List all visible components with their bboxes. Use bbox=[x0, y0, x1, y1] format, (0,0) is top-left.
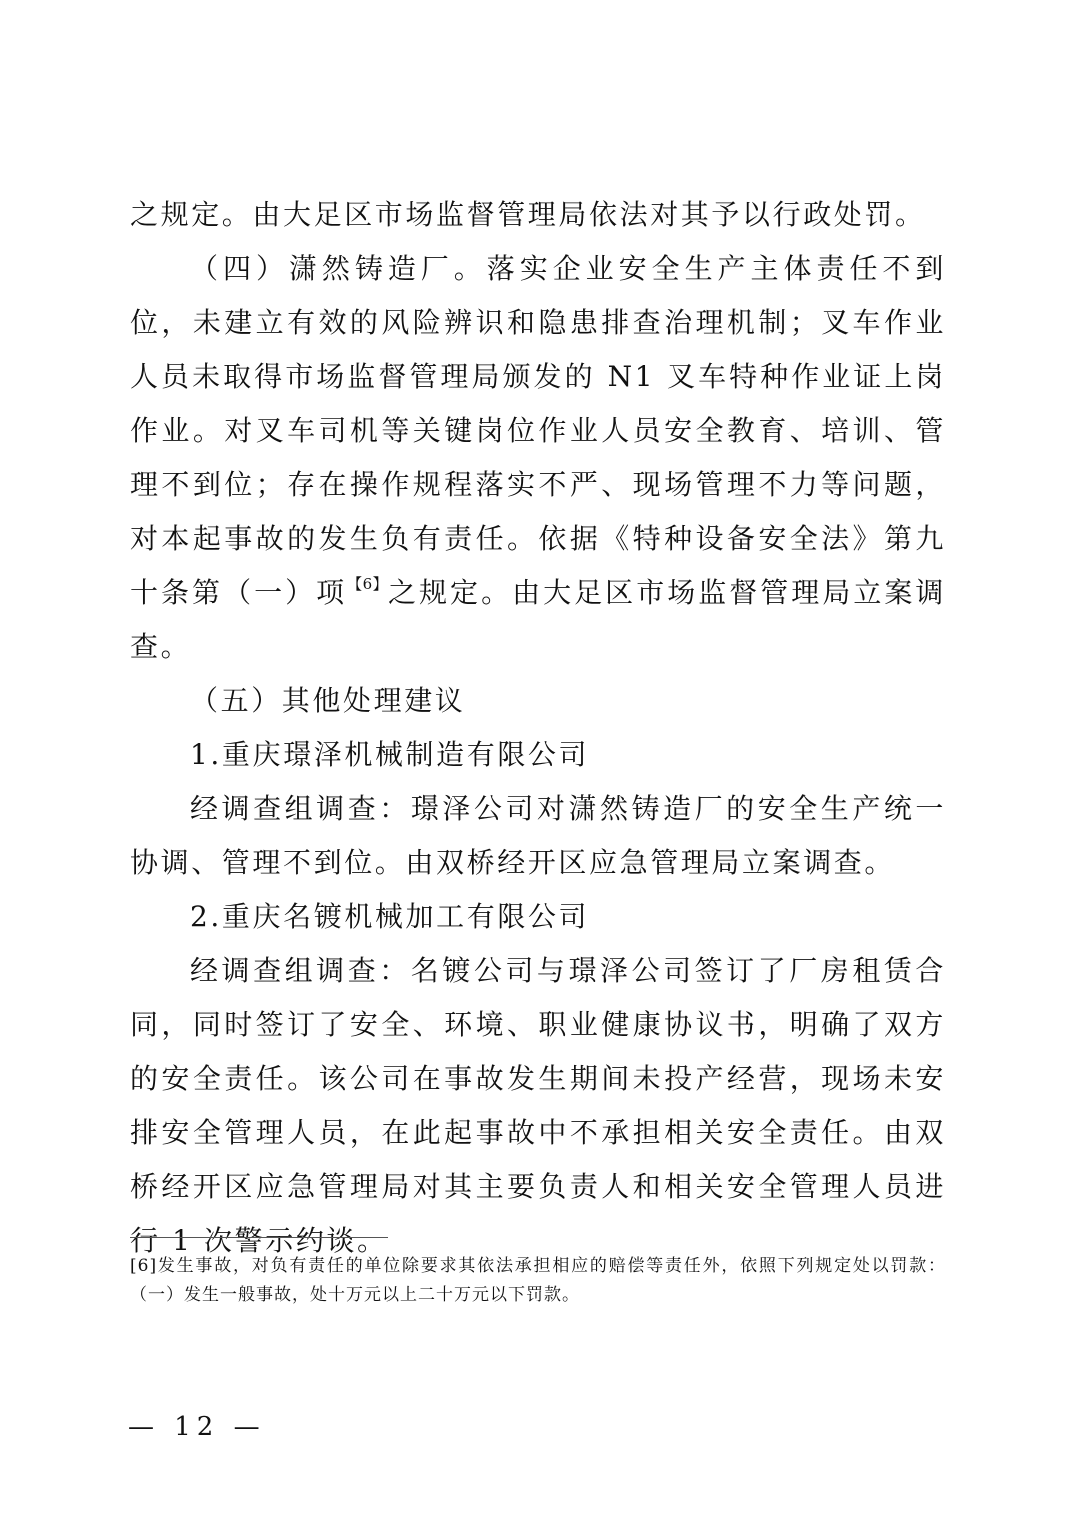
section-heading-5: （五）其他处理建议 bbox=[190, 684, 466, 717]
page-number: — 12 — bbox=[128, 1412, 266, 1442]
paragraph-company-1: 经调查组调查：璟泽公司对潇然铸造厂的安全生产统一协调、管理不到位。由双桥经开区应急管理局立案调查。 bbox=[130, 792, 946, 879]
paragraph-1: 之规定。由大足区市场监督管理局依法对其予以行政处罚。 bbox=[130, 198, 926, 231]
paragraph-company-2: 经调查组调查：名镀公司与璟泽公司签订了厂房租赁合同，同时签订了安全、环境、职业健康协议书，明确了双方的安全责任。该公司在事故发生期间未投产经营，现场未安排安全管理人员，在此起事故中不承担相关安全责任。由双桥经开区应急管理局对其主要负责人和相关安全管理人员进行 1 次警示约谈。 bbox=[130, 954, 946, 1257]
body-text bbox=[130, 188, 946, 1268]
paragraph-2-main: （四）潇然铸造厂。落实企业安全生产主体责任不到位，未建立有效的风险辨识和隐患排查治理机制；叉车作业人员未取得市场监督管理局颁发的 N1 叉车特种作业证上岗作业。对叉车司机等关键岗位作业人员安全教育、培训、管理不到位；存在操作规程落实不严、现场管理不力等问题，对本起事故的发生负有责任。依据《特种设备安全法》第九十条第（一）项 bbox=[130, 252, 946, 609]
subheading-company-2: 2.重庆名镀机械加工有限公司 bbox=[190, 900, 590, 933]
subheading-company-1: 1.重庆璟泽机械制造有限公司 bbox=[190, 738, 590, 771]
footnote-divider bbox=[130, 1237, 388, 1238]
paragraph-2-tail: 之规定。由大足区市场监督管理局立案调查。 bbox=[130, 576, 947, 663]
footnote-text: [6]发生事故，对负有责任的单位除要求其依法承担相应的赔偿等责任外，依照下列规定处以罚款：（一）发生一般事故，处十万元以上二十万元以下罚款。 bbox=[130, 1256, 946, 1305]
footnote-ref-6[interactable]: 【6】 bbox=[347, 575, 388, 593]
footnote bbox=[130, 1252, 946, 1310]
paragraph-2 bbox=[130, 242, 946, 674]
